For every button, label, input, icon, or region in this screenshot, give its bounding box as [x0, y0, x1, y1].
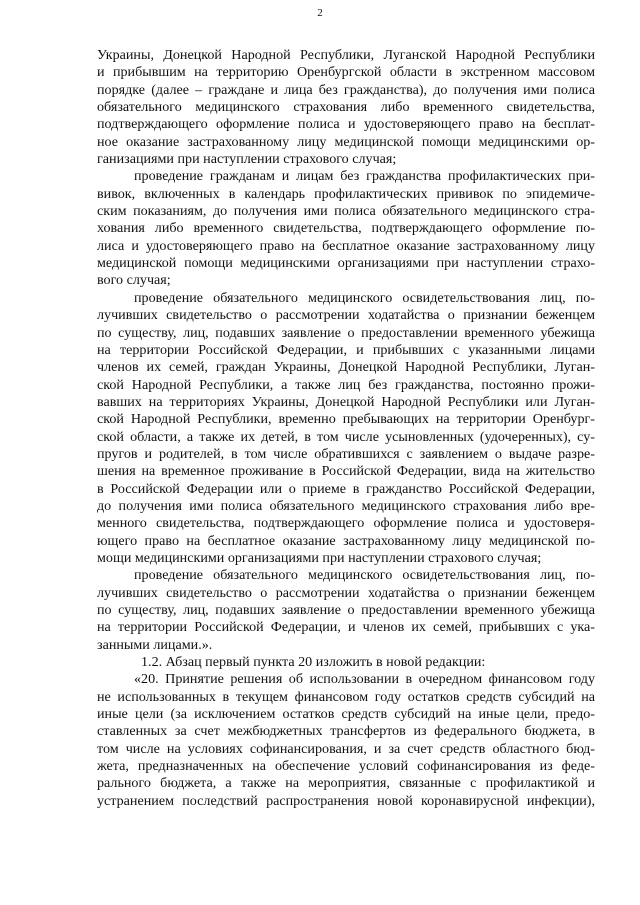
text-line: подтверждающего оформление полиса и удостоверяющего право на бесплат-	[97, 116, 595, 133]
text-line: «20. Принятие решения об использовании в очередном финансовом году	[134, 671, 595, 688]
text-line: на территории Российской Федерации, и членов их семей, прибывших с ука-	[97, 619, 595, 636]
text-line: иные цели (за исключением остатков средств субсидий на иные цели, предо-	[97, 706, 595, 723]
text-line: ской Народной Республики, а также лиц без гражданства, постоянно прожи-	[97, 376, 595, 393]
text-line: рального бюджета, а также на мероприятия, связанные с профилактикой и	[97, 775, 595, 792]
text-line: ставленных за счет межбюджетных трансфертов из федерального бюджета, в	[97, 723, 595, 740]
body-text	[97, 47, 595, 810]
text-line: ное оказание застрахованному лицу медицинской помощи медицинскими ор-	[97, 133, 595, 150]
text-line: проведение гражданам и лицам без гражданства профилактических при-	[134, 168, 595, 185]
text-line: обязательного медицинского страхования либо временного свидетельства,	[97, 99, 595, 116]
text-line: жета, предназначенных на обеспечение условий софинансирования из феде-	[97, 758, 595, 775]
text-line: устранением последствий распространения новой коронавирусной инфекции),	[97, 792, 595, 809]
text-line: ским показаниям, до получения ими полиса обязательного медицинского стра-	[97, 203, 595, 220]
text-line: на территории Российской Федерации, и прибывших с указанными лицами	[97, 341, 595, 358]
text-line: членов их семей, граждан Украины, Донецкой Народной Республики, Луган-	[97, 359, 595, 376]
text-line: мощи медицинскими организациями при наступлении страхового случая;	[97, 549, 542, 566]
text-line: шения на временное проживание в Российской Федерации, вида на жительство	[97, 463, 595, 480]
text-line: в Российской Федерации или о приеме в гражданство Российской Федерации,	[97, 480, 595, 497]
text-line: вивок, включенных в календарь профилактических прививок по эпидемиче-	[97, 185, 595, 202]
text-line: проведение обязательного медицинского освидетельствования лиц, по-	[134, 567, 595, 584]
text-line: ганизациями при наступлении страхового случая;	[97, 151, 397, 168]
text-line: менного свидетельства, подтверждающего оформление полиса и удостоверя-	[97, 515, 595, 532]
text-line: медицинской помощи медицинскими организациями при наступлении страхо-	[97, 255, 595, 272]
text-line: ской области, а также их детей, в том числе усыновленных (удочеренных), су-	[97, 428, 595, 445]
text-line: до получения ими полиса обязательного медицинского страхования либо вре-	[97, 497, 595, 514]
text-line: лучивших свидетельство о рассмотрении ходатайства о признании беженцем	[97, 307, 595, 324]
text-line: Украины, Донецкой Народной Республики, Луганской Народной Республики	[97, 47, 595, 63]
text-line: и прибывшим на территорию Оренбургской области в экстренном массовом	[97, 64, 595, 81]
text-line: 1.2. Абзац первый пункта 20 изложить в новой редакции:	[141, 654, 486, 671]
text-line: не использованных в текущем финансовом году остатков средств субсидий на	[97, 688, 595, 705]
text-line: том числе на условиях софинансирования, и за счет средств областного бюд-	[97, 740, 595, 757]
text-line: порядке (далее – граждане и лица без гражданства), до получения ими полиса	[97, 81, 595, 98]
text-line: пругов и родителей, в том числе обратившихся с заявлением о выдаче разре-	[97, 445, 595, 462]
text-line: по существу, лиц, подавших заявление о предоставлении временного убежища	[97, 602, 595, 618]
text-line: ской Народной Республики, временно пребывающих на территории Оренбург-	[97, 411, 595, 428]
text-line: вавших на территориях Украины, Донецкой Народной Республики или Луган-	[97, 393, 595, 410]
text-line: вого случая;	[97, 272, 171, 289]
text-line: проведение обязательного медицинского освидетельствования лиц, по-	[134, 289, 595, 306]
text-line: по существу, лиц, подавших заявление о предоставлении временного убежища	[97, 324, 595, 341]
text-line: хования либо временного свидетельства, подтверждающего оформление по-	[97, 220, 595, 237]
text-line: занными лицами.».	[97, 636, 213, 653]
text-line: лучивших свидетельство о рассмотрении ходатайства о признании беженцем	[97, 584, 595, 601]
page-number: 2	[317, 7, 323, 19]
text-line: ющего право на бесплатное оказание застрахованному лицу медицинской по-	[97, 532, 595, 549]
text-line: лиса и удостоверяющего право на бесплатное оказание застрахованному лицу	[97, 237, 595, 254]
